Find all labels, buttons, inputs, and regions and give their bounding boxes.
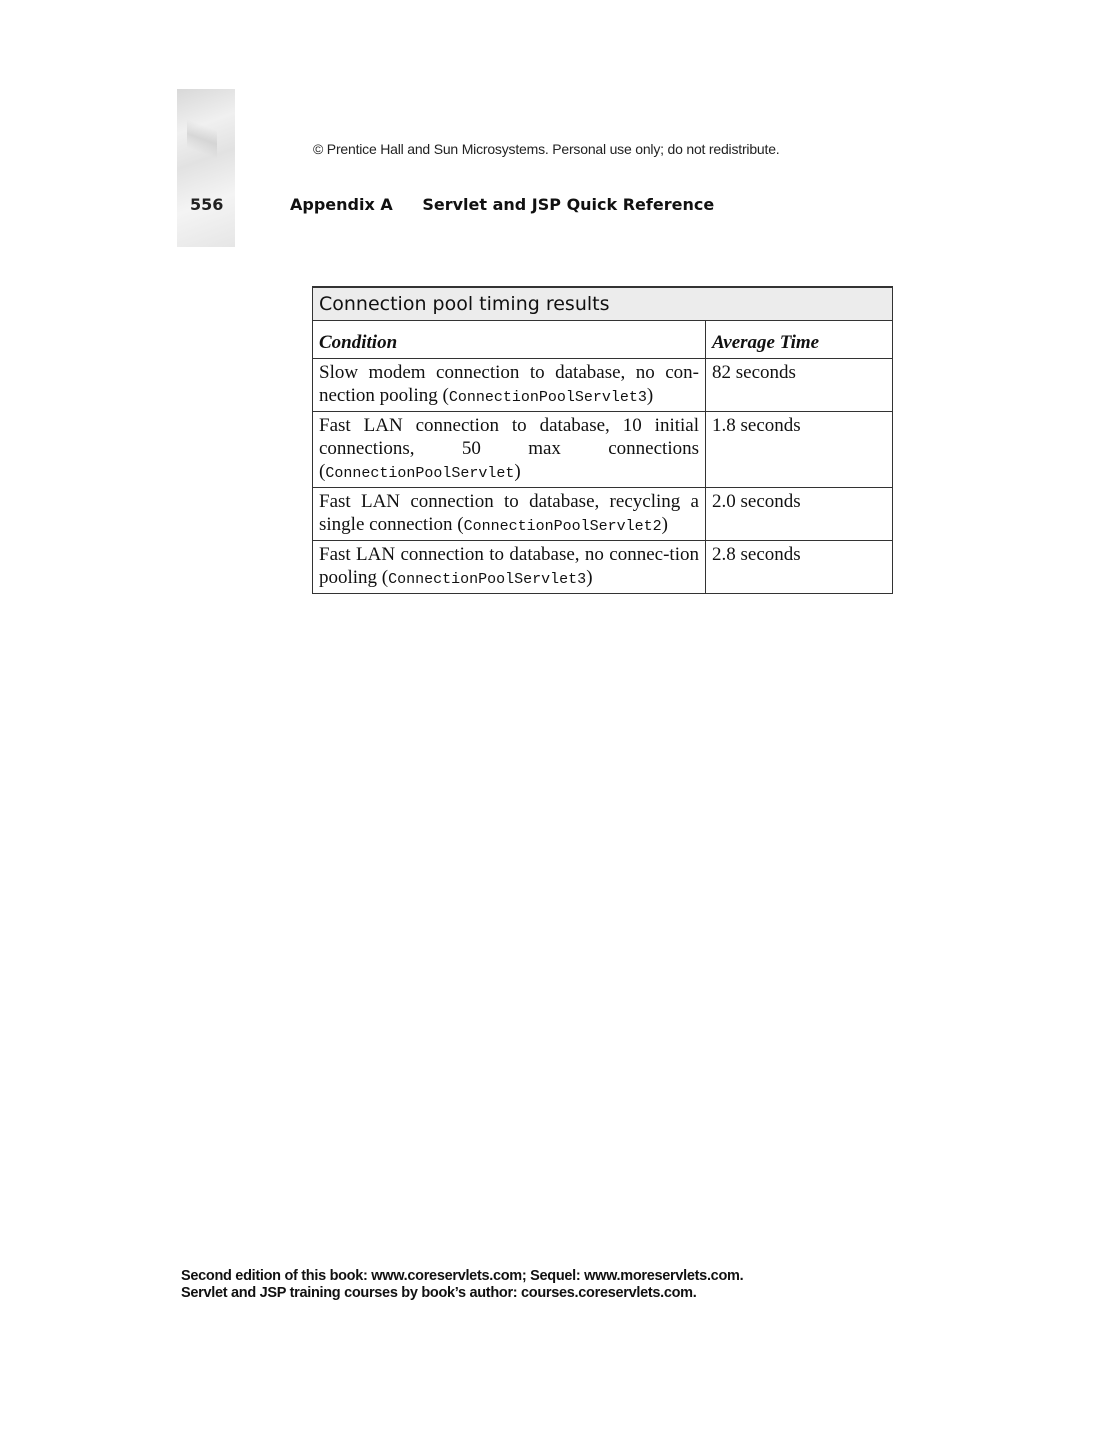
class-name: ConnectionPoolServlet (325, 465, 515, 482)
condition-text-end: ) (646, 385, 654, 406)
condition-cell (313, 359, 706, 412)
table-header-row (313, 321, 893, 359)
condition-cell (313, 488, 706, 541)
class-name: ConnectionPoolServlet3 (388, 571, 587, 588)
footer-notice (181, 1268, 743, 1302)
column-header-condition: Condition (313, 321, 706, 359)
condition-text: Fast LAN connection to database, 10 initial connections, 50 max connections ( (319, 415, 699, 482)
footer-line-2: Servlet and JSP training courses by book’s author: courses.coreservlets.com. (181, 1285, 697, 1301)
time-cell: 82 seconds (706, 359, 893, 412)
class-name: ConnectionPoolServlet3 (448, 389, 647, 406)
class-name: ConnectionPoolServlet2 (463, 518, 662, 535)
time-cell: 1.8 seconds (706, 412, 893, 488)
page-number: 556 (190, 195, 224, 214)
condition-text-end: ) (514, 461, 521, 482)
condition-text: Slow modem connection to database, no con-nection pooling ( (319, 362, 699, 406)
condition-text-end: ) (586, 567, 593, 588)
table-caption: Connection pool timing results (313, 287, 893, 321)
condition-text: Fast LAN connection to database, no connec-tion pooling ( (319, 544, 699, 588)
running-head (290, 195, 714, 214)
table-row (313, 488, 893, 541)
copyright-notice: © Prentice Hall and Sun Microsystems. Personal use only; do not redistribute. (313, 141, 780, 157)
table-row (313, 412, 893, 488)
column-header-average-time: Average Time (706, 321, 893, 359)
thumb-tab-decoration (177, 89, 235, 247)
time-cell: 2.8 seconds (706, 541, 893, 594)
chapter-title: Servlet and JSP Quick Reference (422, 195, 715, 214)
condition-cell (313, 541, 706, 594)
condition-cell (313, 412, 706, 488)
condition-text: Fast LAN connection to database, recycling a single connection ( (319, 491, 699, 535)
time-cell: 2.0 seconds (706, 488, 893, 541)
table-row (313, 359, 893, 412)
appendix-label: Appendix A (290, 195, 393, 214)
condition-text-end: ) (661, 514, 668, 535)
timing-table (312, 286, 893, 594)
table-row (313, 541, 893, 594)
table-caption-row (313, 287, 893, 321)
footer-line-1: Second edition of this book: www.coreservlets.com; Sequel: www.moreservlets.com. (181, 1268, 744, 1284)
